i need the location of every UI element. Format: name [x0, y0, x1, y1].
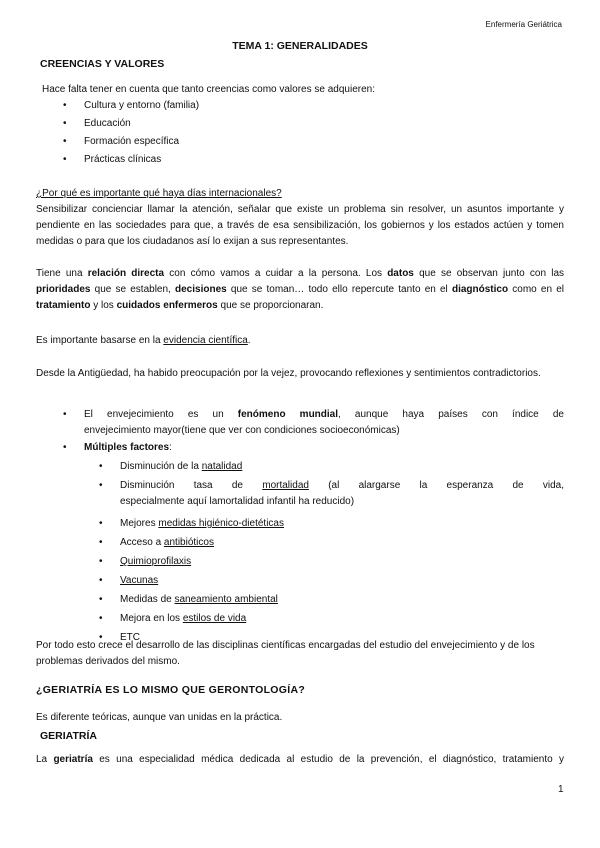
list-item: • Vacunas: [120, 573, 564, 592]
list-item: • Disminución de la natalidad: [120, 459, 564, 478]
list-item: • Prácticas clínicas: [84, 152, 199, 170]
aging-bullet: • El envejecimiento es un fenómeno mundial, aunque haya países con índice de envejecimiento mayor(tiene que ver con condiciones socioeconómicas): [63, 409, 564, 436]
list-item: • Acceso a antibióticos: [120, 535, 564, 554]
list-item: • Quimioprofilaxis: [120, 554, 564, 573]
factors-bullet: • Múltiples factores:: [63, 442, 172, 453]
list-item: • Formación específica: [84, 134, 199, 152]
question-answer: Es diferente teóricas, aunque van unidas en la práctica.: [36, 712, 283, 723]
antiquity-paragraph: Desde la Antigüedad, ha habido preocupación por la vejez, provocando reflexiones y sentimientos contradictorios.: [36, 368, 541, 379]
list-item: • ETC: [120, 630, 564, 649]
list-item: • Educación: [84, 116, 199, 134]
section-heading-geriatria: GERIATRÍA: [40, 730, 97, 742]
answer-international-days: Sensibilizar concienciar llamar la atención, señalar que existe un problema sin resolver, un asuntos importante y pendiente en las sociedades para que, a través de esa sensibilización, los gobiernos y los estados actúen y tomen medidas o para que los ciudadanos así lo exijan a sus representantes.: [36, 204, 564, 247]
list-item: • Disminución tasa de mortalidad (al alargarse la esperanza de vida, especialmente aquí lamortalidad infantil ha reducido): [120, 478, 564, 516]
question-international-days: ¿Por qué es importante qué haya días internacionales?: [36, 188, 282, 199]
evidence-link: evidencia científica: [163, 335, 248, 346]
evidence-paragraph: Es importante basarse en la evidencia científica.: [36, 335, 251, 346]
section-heading-creencias: CREENCIAS Y VALORES: [40, 58, 165, 70]
relation-paragraph: Tiene una relación directa con cómo vamos a cuidar a la persona. Los datos que se observan junto con las prioridades que se establen, decisiones que se toman… todo ello repercute tanto en el diagnóstico como en el tratamiento y los cuidados enfermeros que se proporcionaran.: [36, 268, 565, 311]
beliefs-list: [84, 98, 199, 170]
page-number: 1: [558, 784, 564, 795]
running-header: Enfermería Geriátrica: [485, 20, 562, 29]
question-geriatria-gerontologia: ¿GERIATRÍA ES LO MISMO QUE GERONTOLOGÍA?: [36, 684, 306, 696]
conclusion-paragraph: Por todo esto crece el desarrollo de las disciplinas científicas encargadas del estudio del envejecimiento y de los problemas derivados del mismo.: [36, 640, 535, 667]
list-item: • Cultura y entorno (familia): [84, 98, 199, 116]
page-title: TEMA 1: GENERALIDADES: [232, 40, 368, 52]
geriatria-paragraph: La geriatría es una especialidad médica dedicada al estudio de la prevención, el diagnóstico, tratamiento y: [36, 754, 564, 765]
list-item: • Mejora en los estilos de vida: [120, 611, 564, 630]
factors-list: [120, 459, 564, 649]
list-item: • Medidas de saneamiento ambiental: [120, 592, 564, 611]
section-intro: Hace falta tener en cuenta que tanto creencias como valores se adquieren:: [42, 84, 375, 95]
list-item: • Mejores medidas higiénico-dietéticas: [120, 516, 564, 535]
